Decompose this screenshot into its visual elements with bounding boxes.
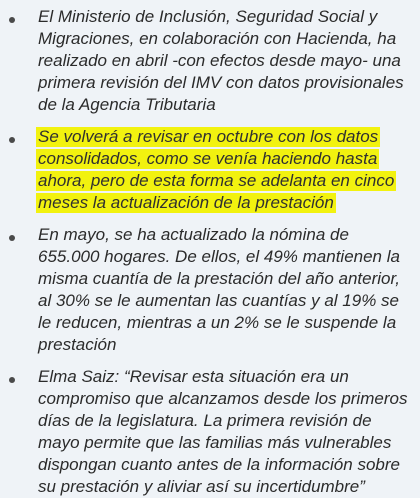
bullet-text xyxy=(38,366,414,498)
bullet-dot-icon xyxy=(9,235,15,241)
bullet-text xyxy=(38,126,414,214)
bullet-list xyxy=(9,6,414,498)
bullet-text xyxy=(38,6,414,116)
bullet-item-1 xyxy=(9,6,414,116)
bullet-item-4 xyxy=(9,366,414,498)
bullet-text-content: Elma Saiz: “Revisar esta situación era un compromiso que alcanzamos desde los primeros días de la legislatura. La primera revisión de mayo permite que las familias más vulnerables dispongan cuanto antes de la información sobre su prestación y aliviar así su incertidumbre” xyxy=(38,367,408,496)
bullet-dot-icon xyxy=(9,377,15,383)
bullet-text xyxy=(38,224,414,356)
bullet-dot-icon xyxy=(9,137,15,143)
bullet-dot-icon xyxy=(9,17,15,23)
highlighted-text: Se volverá a revisar en octubre con los datos consolidados, como se venía haciendo hasta ahora, pero de esta forma se adelanta en cinco meses la actualización de la prestación xyxy=(38,127,395,212)
bullet-text-content: En mayo, se ha actualizado la nómina de 655.000 hogares. De ellos, el 49% mantienen la misma cuantía de la prestación del año anterior, al 30% se le aumentan las cuantías y al 19% se le reducen, mientras a un 2% se le suspende la prestación xyxy=(38,225,400,354)
bullet-text-content: El Ministerio de Inclusión, Seguridad Social y Migraciones, en colaboración con Hacienda, ha realizado en abril -con efectos desde mayo- una primera revisión del IMV con datos provisionales de la Agencia Tributaria xyxy=(38,7,404,114)
bullet-item-3 xyxy=(9,224,414,356)
bullet-item-2 xyxy=(9,126,414,214)
